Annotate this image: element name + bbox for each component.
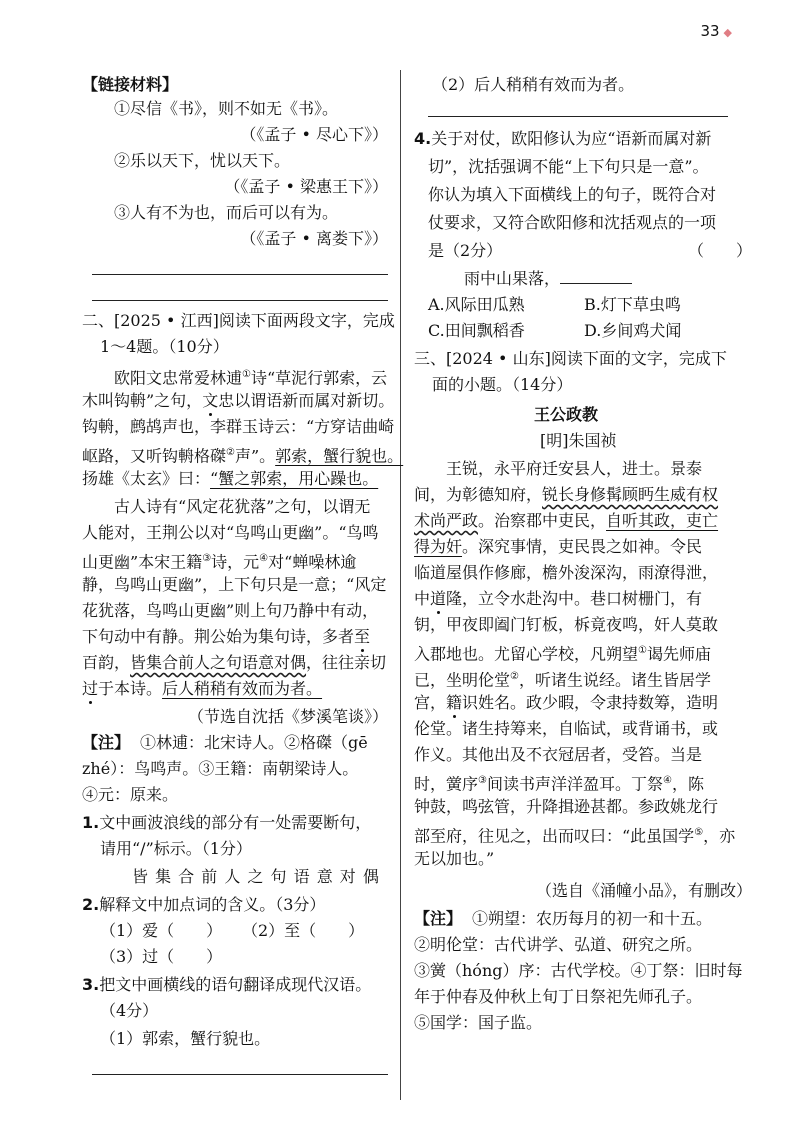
passage2-line: 过于本诗。后人稍稍有效而为者。	[82, 679, 323, 698]
fill-blank[interactable]	[560, 269, 632, 284]
quote-1: ①尽信《书》，则不如无《书》。	[114, 99, 339, 118]
passage1-line: 扬雄《太玄》曰：“蟹之郭索，用心躁也。	[82, 469, 379, 488]
passage2-line: 静，鸟鸣山更幽”，上下句只是一意；“风定	[82, 575, 387, 594]
question-4-cont: 你认为填入下面横线上的句子，既符合对	[428, 185, 717, 204]
passage2-line: 山更幽”本宋王籍③诗，元④对“蝉噪林逾	[82, 552, 357, 572]
article-line: 间，为彰德知府，锐长身修髯顾眄生威有权	[414, 485, 719, 504]
article-source: （选自《涌幢小品》，有删改）	[535, 881, 752, 900]
article-line: 部至府，往见之，出而叹曰：“此虽国学⑤，亦	[414, 826, 736, 846]
article-line: 得为奸。深究事情，吏民畏之如神。令民	[414, 537, 703, 556]
passage1-line: 岖路，又听钩輈格磔②声”。郭索，蟹行貌也。	[82, 446, 404, 466]
notes: 【注】 ①林逋：北宋诗人。②格磔（gē	[82, 733, 368, 752]
article-author: [明]朱国祯	[540, 431, 617, 450]
passage1-line: 木叫钩輈”之句，文忠以谓语新而属对新切。	[82, 391, 395, 410]
punctuation-sample[interactable]: 皆 集 合 前 人 之 句 语 意 对 偶	[132, 867, 380, 886]
question-3-item: （2）后人稍稍有效而为者。	[432, 75, 635, 94]
passage1-line: 钩輈，鹧鸪声也，李群玉诗云：“方穿诘曲崎	[82, 417, 395, 436]
part2-title-cont: 1～4题。（10分）	[100, 337, 229, 356]
article-line: 已，坐明伦堂②，听诸生说经。诸生皆居学	[414, 670, 711, 690]
passage2-line: 下句动中有静。荆公始为集句诗，多者至	[82, 627, 371, 646]
question-2: 2.解释文中加点词的含义。（3分）	[82, 895, 326, 914]
article-line: 伦堂。诸生持筹来，自临试，或背诵书，或	[414, 719, 719, 738]
question-4-cont: 切”，沈括强调不能“上下句只是一意”。	[428, 157, 709, 176]
article-line: 钟鼓，鸣弦管，升降揖逊甚都。参政姚龙行	[414, 797, 719, 816]
option-d[interactable]: D.乡间鸡犬闻	[584, 321, 682, 340]
notes-line: ④元：原来。	[82, 785, 179, 804]
passage1-line: 欧阳文忠常爱林逋①诗“草泥行郭索，云	[114, 368, 388, 388]
passage2-line: 人能对，王荆公以对“鸟鸣山更幽”。“鸟鸣	[82, 523, 379, 542]
part3-title: 三、[2024 • 山东]阅读下面的文字，完成下	[414, 349, 727, 368]
option-c[interactable]: C.田间飘稻香	[428, 321, 525, 340]
notes: 【注】 ①朔望：农历每月的初一和十五。	[414, 909, 713, 928]
answer-line[interactable]	[428, 116, 728, 117]
answer-blank[interactable]: （3）过（ ）	[100, 947, 223, 966]
notes-line: ②明伦堂：古代讲学、弘道、研究之所。	[414, 935, 703, 954]
answer-blank[interactable]: （1）爱（ ）	[100, 921, 223, 940]
passage2-line: 百韵，皆集合前人之句语意对偶，往往亲切	[82, 653, 387, 672]
answer-blank[interactable]: （2）至（ ）	[242, 921, 365, 940]
notes-line: ③黉（hóng）序：古代学校。④丁祭：旧时每	[414, 961, 743, 980]
question-1-cont: 请用“/”标示。（1分）	[100, 839, 252, 858]
article-line: 临道屋俱作修廊，檐外浚深沟，雨潦得泄，	[414, 563, 719, 582]
question-3-cont: （4分）	[100, 1001, 159, 1020]
answer-line[interactable]	[92, 1074, 388, 1075]
diamond-icon: ◆	[723, 26, 732, 39]
notes-line: 年于仲春及仲秋上旬丁日祭祀先师孔子。	[414, 987, 703, 1006]
article-line: 时，黉序③间读书声洋洋盈耳。丁祭④，陈	[414, 774, 704, 794]
notes-line: ⑤国学：国子监。	[414, 1013, 543, 1032]
option-b[interactable]: B.灯下草虫鸣	[584, 295, 681, 314]
quote-3: ③人有不为也，而后可以有为。	[114, 203, 339, 222]
quote-3-source: （《孟子 • 离娄下》）	[240, 229, 388, 248]
article-line: 中道隆，立令水赴沟中。巷口树栅门，有	[414, 589, 703, 608]
quote-2-source: （《孟子 • 梁惠王下》）	[224, 177, 388, 196]
article-title: 王公政教	[534, 405, 599, 424]
article-line: 入郡地也。尤留心学校，凡朔望①谒先师庙	[414, 644, 711, 664]
question-4-cont: 是（2分）	[428, 241, 503, 260]
answer-line[interactable]	[92, 274, 388, 275]
passage2-line: 花犹落，鸟鸣山更幽”则上句乃静中有动，	[82, 601, 379, 620]
question-4: 4.关于对仗，欧阳修认为应“语新而属对新	[414, 129, 712, 148]
answer-line[interactable]	[92, 300, 388, 301]
article-line: 术尚严政。治察郡中吏民，自听其政，吏亡	[414, 511, 719, 530]
notes-line: zhé）：鸟鸣声。③王籍：南朝梁诗人。	[82, 759, 359, 778]
section-header: 【链接材料】	[82, 75, 179, 94]
option-a[interactable]: A.风际田瓜熟	[428, 295, 525, 314]
passage-source: （节选自沈括《梦溪笔谈》）	[187, 707, 388, 726]
article-line: 宫，籍识姓名。政少暇，令隶持数筹，造明	[414, 693, 719, 712]
question-4-cont: 仗要求，又符合欧阳修和沈括观点的一项	[428, 213, 717, 232]
question-3-item: （1）郭索，蟹行貌也。	[100, 1029, 271, 1048]
part2-title: 二、[2025 • 江西]阅读下面两段文字，完成	[82, 311, 395, 330]
article-line: 无以加也。”	[414, 849, 495, 868]
question-3: 3.把文中画横线的语句翻译成现代汉语。	[82, 975, 372, 994]
article-line: 王锐，永平府迁安县人，进士。景泰	[446, 459, 703, 478]
quote-2: ②乐以天下，忧以天下。	[114, 151, 291, 170]
part3-title-cont: 面的小题。（14分）	[432, 375, 573, 394]
answer-paren[interactable]: （ ）	[687, 241, 752, 260]
question-1: 1.文中画波浪线的部分有一处需要断句，	[82, 813, 372, 832]
page-number: 33 ◆	[700, 22, 732, 40]
question-4-prompt: 雨中山果落，	[464, 268, 632, 290]
article-line: 作义。其他出及不衣冠居者，受笞。当是	[414, 745, 703, 764]
quote-1-source: （《孟子 • 尽心下》）	[240, 125, 388, 144]
passage2-line: 古人诗有“风定花犹落”之句，以谓无	[114, 497, 371, 516]
column-divider	[400, 70, 401, 1100]
article-line: 钥，甲夜即阖门钉板，柝竟夜鸣，奸人莫敢	[414, 615, 719, 634]
